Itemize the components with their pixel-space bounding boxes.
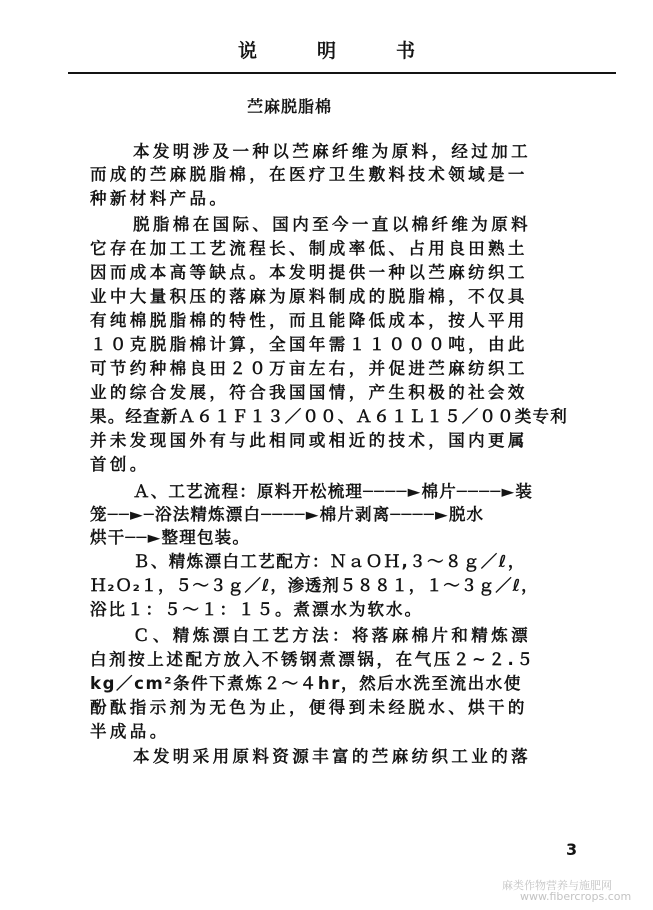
method-line-2: 白剂按上述配方放入不锈钢煮漂锅，在气压２~２.５ <box>90 650 536 669</box>
page-number: 3 <box>566 840 578 859</box>
body-line-11: 业的综合发展，符合我国国情，产生积极的社会效 <box>90 383 528 402</box>
body-line-10: 可节约种棉良田２０万亩左右，并促进苎麻纺织工 <box>90 359 528 378</box>
body-line-8: 有纯棉脱脂棉的特性，而且能降低成本，按人平用 <box>90 311 528 330</box>
formula-line-1: Ｂ、精炼漂白工艺配方：ＮａＯＨ,３～８ｇ／ℓ， <box>133 552 526 571</box>
process-flow-line-1: Ａ、工艺流程：原料开松梳理────►棉片────►装 <box>133 482 534 501</box>
body-line-last: 本发明采用原料资源丰富的苎麻纺织工业的落 <box>133 747 531 766</box>
body-line-13: 并未发现国外有与此相同或相近的技术，国内更属 <box>90 431 528 450</box>
document-header-title: 说明书 <box>237 40 475 62</box>
watermark-cn: 麻类作物营养与施肥网 <box>502 879 612 892</box>
watermark-url: www.fibercrops.com <box>520 890 632 903</box>
method-line-1: Ｃ、精炼漂白工艺方法：将落麻棉片和精炼漂 <box>133 626 531 645</box>
body-line-2: 而成的苎麻脱脂棉，在医疗卫生敷料技术领域是一 <box>90 165 528 184</box>
process-flow-line-2: 笼──►─浴法精炼漂白────►棉片剥离────►脱水 <box>90 505 485 524</box>
body-line-1: 本发明涉及一种以苎麻纤维为原料，经过加工 <box>133 142 531 161</box>
body-line-5: 它存在加工工艺流程长、制成率低、占用良田熟土 <box>90 239 528 258</box>
formula-line-3: 浴比１：５～１：１５。煮漂水为软水。 <box>90 600 423 619</box>
formula-line-2: Ｈ₂Ｏ₂１，５～３ｇ／ℓ，渗透剂５８８１，１～３ｇ／ℓ， <box>90 576 539 595</box>
method-line-5: 半成品。 <box>90 722 170 741</box>
body-line-14: 首创。 <box>90 455 150 474</box>
body-line-4: 脱脂棉在国际、国内至今一直以棉纤维为原料 <box>133 215 531 234</box>
header-rule <box>68 72 616 74</box>
body-line-12: 果。经查新Ａ６１Ｆ１３／００、Ａ６１Ｌ１５／００类专利 <box>90 407 568 426</box>
process-flow-line-3: 烘干──►整理包装。 <box>90 528 251 547</box>
method-line-4: 酚酞指示剂为无色为止，便得到未经脱水、烘干的 <box>90 698 528 717</box>
body-line-7: 业中大量积压的落麻为原料制成的脱脂棉，不仅具 <box>90 287 528 306</box>
body-line-3: 种新材料产品。 <box>90 189 230 208</box>
method-line-3: kg／cm²条件下煮炼２～４hr，然后水洗至流出水使 <box>90 674 522 693</box>
invention-title: 苎麻脱脂棉 <box>247 97 333 116</box>
body-line-6: 因而成本高等缺点。本发明提供一种以苎麻纺织工 <box>90 263 528 282</box>
body-line-9: １０克脱脂棉计算，全国年需１１０００吨，由此 <box>90 335 528 354</box>
